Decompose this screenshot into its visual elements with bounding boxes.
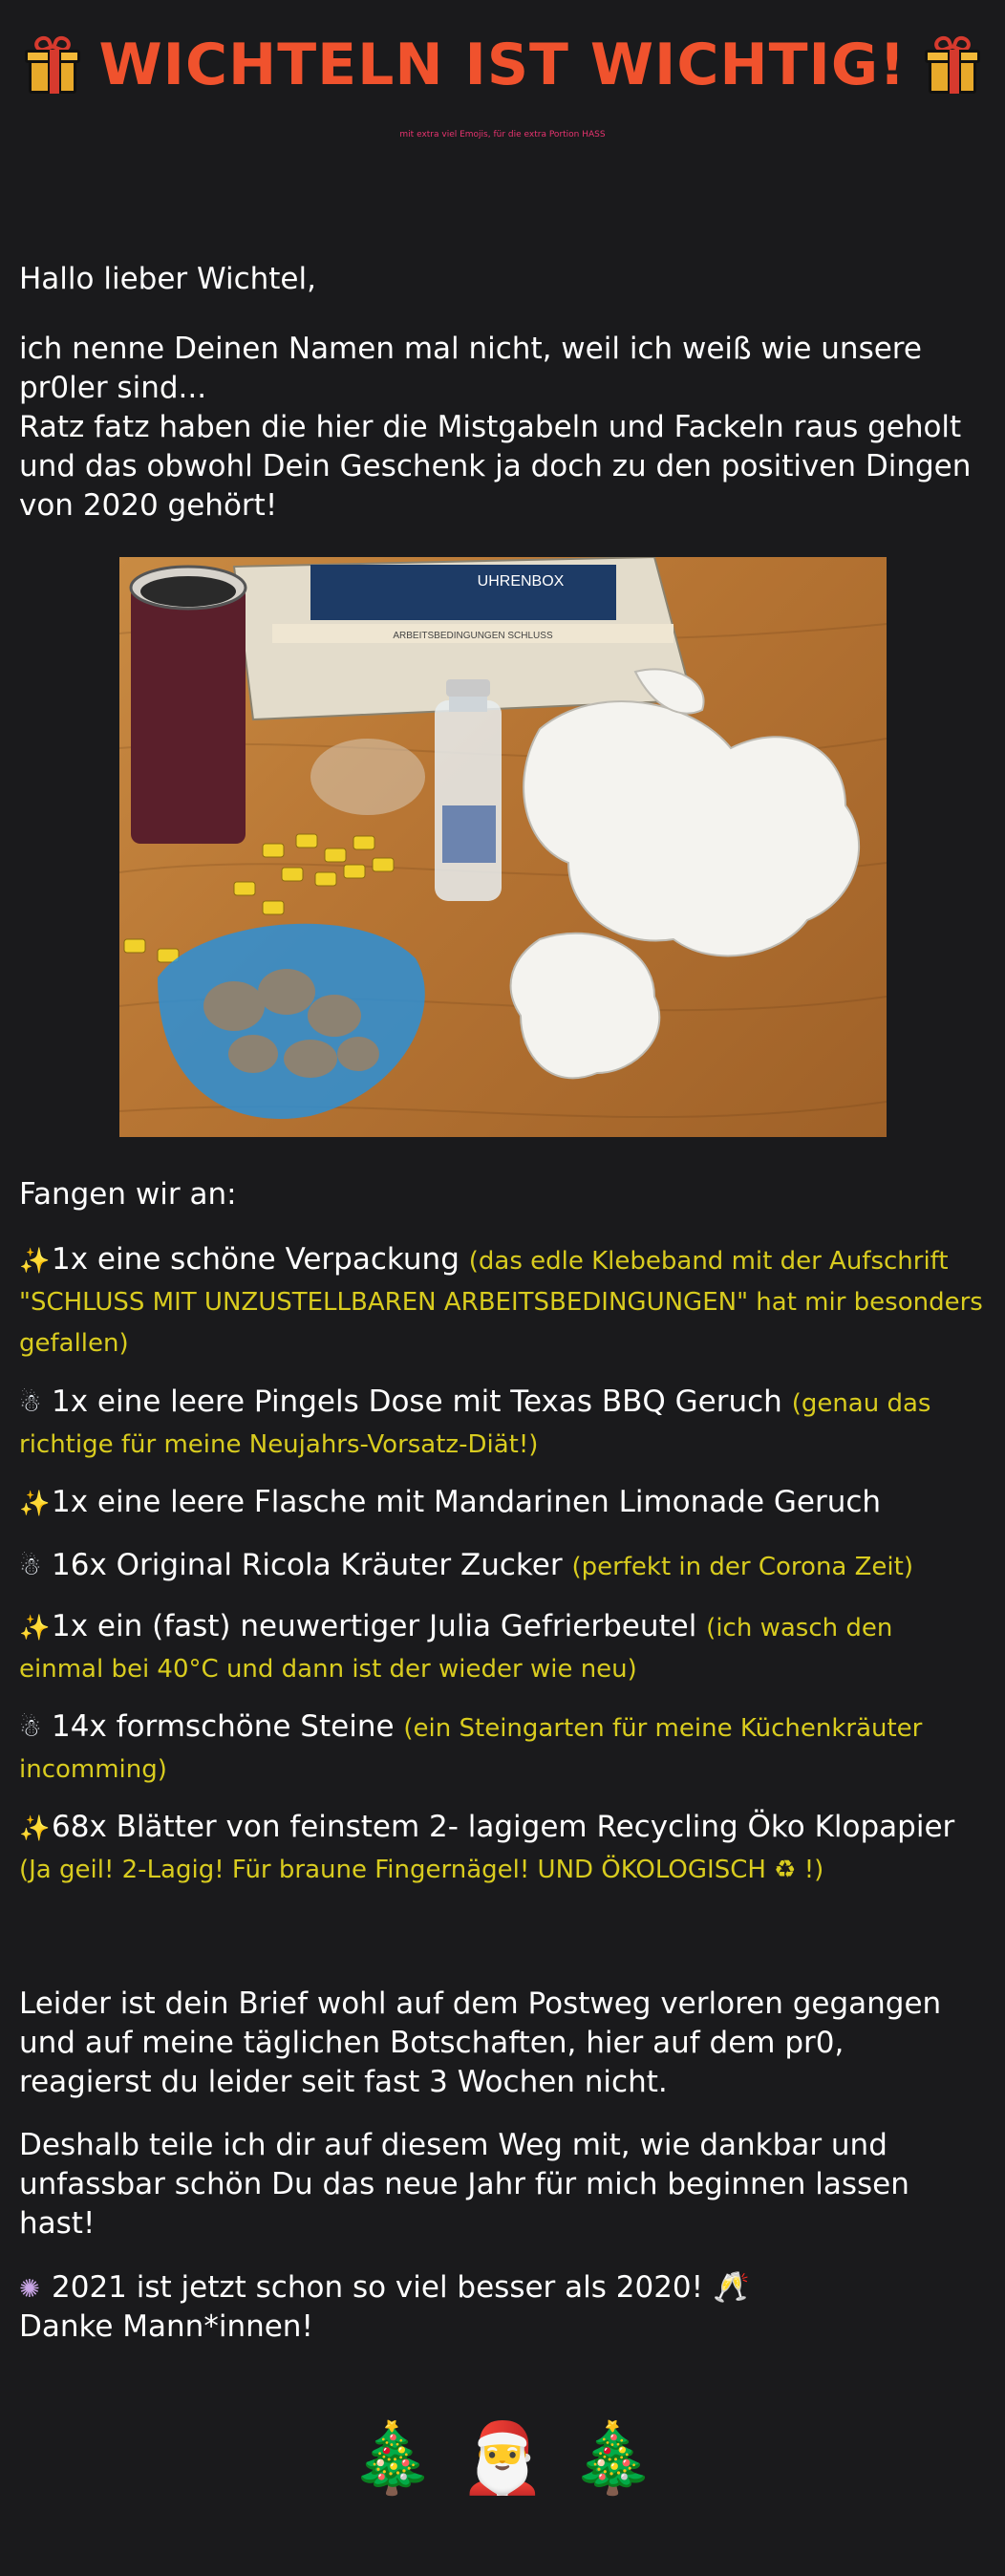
item-text: 1x eine leere Flasche mit Mandarinen Limonade Geruch — [52, 1485, 882, 1519]
list-item — [19, 1607, 984, 1689]
closing-line — [19, 2268, 984, 2309]
snowman-icon: ☃ — [19, 1389, 42, 1418]
list-item — [19, 1546, 984, 1587]
snowman-icon: ☃ — [19, 1553, 42, 1581]
photo-illustration — [119, 557, 887, 1137]
footer-icons — [0, 2417, 1005, 2499]
item-text: 16x Original Ricola Kräuter Zucker — [52, 1548, 563, 1582]
closing-text: 2021 ist jetzt schon so viel besser als 2020! — [52, 2270, 704, 2305]
item-note: (ein Steingarten für meine Küchenkräuter incomming) — [19, 1714, 923, 1784]
item-note: (genau das richtige für meine Neujahrs-Vorsatz-Diät!) — [19, 1389, 931, 1459]
list-item — [19, 1808, 984, 1890]
christmas-tree-icon: 🎄 — [569, 2417, 656, 2498]
santa-icon: 🎅 — [460, 2417, 545, 2498]
outro-paragraph-2: Deshalb teile ich dir auf diesem Weg mit, wie dankbar und unfassbar schön Du das neue Jahr für mich beginnen lassen hast! — [19, 2128, 909, 2241]
sparkles-icon: ✨ — [19, 1490, 51, 1518]
item-text: 14x formschöne Steine — [52, 1709, 395, 1744]
item-note: (ich wasch den einmal bei 40°C und dann ist der wieder wie neu) — [19, 1614, 893, 1684]
snowman-icon: ☃ — [19, 1714, 42, 1743]
list-item — [19, 1240, 984, 1363]
gift-icon — [25, 36, 80, 94]
firework-icon: ✺ — [19, 2275, 40, 2304]
list-heading: Fangen wir an: — [19, 1177, 237, 1212]
thanks-line: Danke Mann*innen! — [19, 2309, 313, 2344]
item-text: 1x ein (fast) neuwertiger Julia Gefrierbeutel — [52, 1609, 697, 1643]
sparkles-icon: ✨ — [19, 1247, 51, 1276]
christmas-tree-icon: 🎄 — [349, 2417, 436, 2498]
list-item — [19, 1707, 984, 1790]
uhrenbox-label: UHRENBOX — [477, 573, 565, 590]
intro-paragraph-1: ich nenne Deinen Namen mal nicht, weil ich weiß wie unsere pr0ler sind... — [19, 332, 922, 405]
subtitle: mit extra viel Emojis, für die extra Portion HASS — [399, 130, 606, 140]
sparkles-icon: ✨ — [19, 1814, 51, 1843]
tape-label: ARBEITSBEDINGUNGEN SCHLUSS — [393, 631, 553, 641]
gift-icon — [925, 36, 980, 94]
item-note: (Ja geil! 2-Lagig! Für braune Fingernägel! UND ÖKOLOGISCH ♻ !) — [19, 1856, 824, 1884]
item-text: 1x eine leere Pingels Dose mit Texas BBQ Geruch — [52, 1385, 782, 1419]
header — [0, 29, 1005, 101]
greeting: Hallo lieber Wichtel, — [19, 262, 316, 296]
sparkles-icon: ✨ — [19, 1614, 51, 1642]
item-text: 1x eine schöne Verpackung — [52, 1242, 460, 1277]
item-note: (das edle Klebeband mit der Aufschrift "SCHLUSS MIT UNZUSTELLBAREN ARBEITSBEDINGUNGEN" hat mir besonders gefallen) — [19, 1247, 983, 1358]
list-item — [19, 1383, 984, 1465]
item-note: (perfekt in der Corona Zeit) — [571, 1553, 913, 1581]
intro-paragraph-2: Ratz fatz haben die hier die Mistgabeln und Fackeln raus geholt und das obwohl Dein Geschenk ja doch zu den positiven Dingen von 2020 gehört! — [19, 410, 972, 523]
page-title: WICHTELN IST WICHTIG! — [98, 32, 907, 98]
outro-paragraph-1: Leider ist dein Brief wohl auf dem Postweg verloren gegangen und auf meine täglichen Botschaften, hier auf dem pr0, reagierst du leider seit fast 3 Wochen nicht. — [19, 1986, 942, 2099]
gift-contents-photo — [119, 557, 887, 1137]
item-text: 68x Blätter von feinstem 2- lagigem Recycling Öko Klopapier — [52, 1810, 955, 1844]
list-item — [19, 1483, 984, 1524]
clinking-glasses-icon: 🥂 — [712, 2270, 750, 2305]
